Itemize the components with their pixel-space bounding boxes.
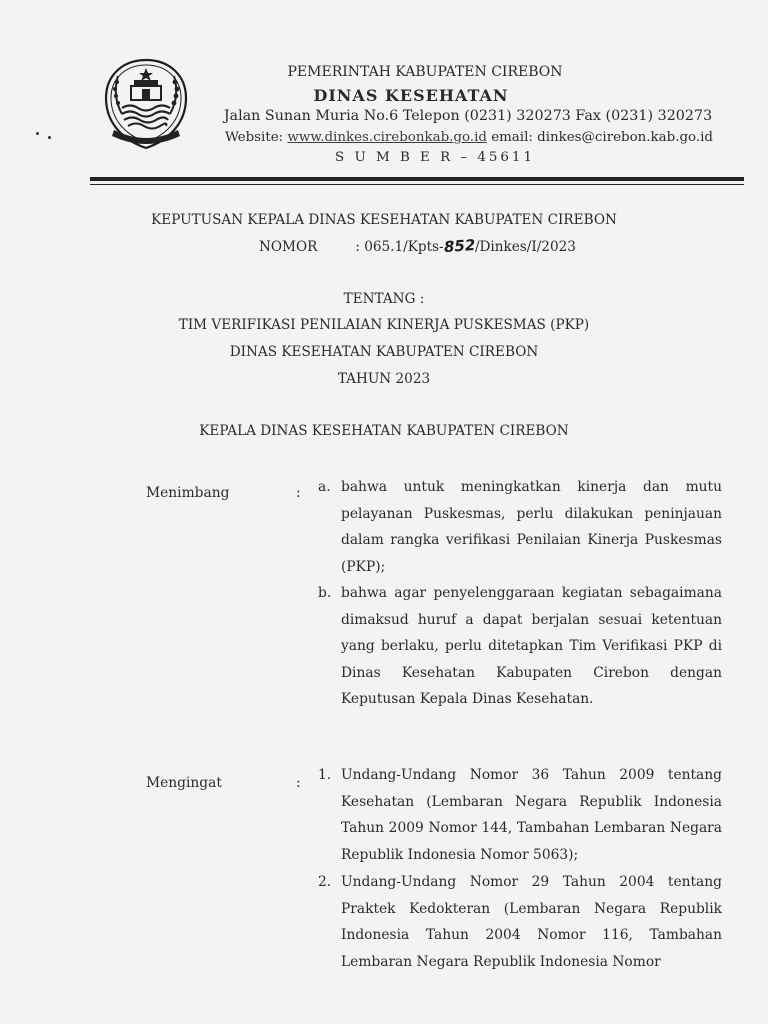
email-label: email: [491, 130, 533, 145]
menimbang-label: Menimbang [146, 485, 230, 501]
item-text: Undang-Undang Nomor 36 Tahun 2009 tentang Kesehatan (Lembaran Negara Republik Indonesia Tahun 2009 Nomor 144, Tambahan Lembaran Negara Republik Indonesia Nomor 5063); [341, 767, 722, 863]
email-address: dinkes@cirebon.kab.go.id [537, 130, 713, 145]
mengingat-label: Mengingat [146, 775, 222, 791]
letterhead-divider-thin [90, 184, 744, 185]
subject-line-2: DINAS KESEHATAN KABUPATEN CIREBON [229, 344, 539, 360]
menimbang-item-a [318, 474, 722, 580]
letterhead-address: Jalan Sunan Muria No.6 Telepon (0231) 320273 Fax (0231) 320273 [223, 108, 713, 124]
tentang-heading: TENTANG : [343, 291, 425, 307]
subject-line-1: TIM VERIFIKASI PENILAIAN KINERJA PUSKESMAS (PKP) [178, 317, 590, 333]
item-text: bahwa untuk meningkatkan kinerja dan mutu pelayanan Puskesmas, perlu dilakukan peninjauan dalam rangka verifikasi Penilaian Kinerja Puskesmas (PKP); [341, 479, 722, 575]
issuer-heading: KEPALA DINAS KESEHATAN KABUPATEN CIREBON [199, 423, 569, 439]
mengingat-item-1 [318, 762, 722, 868]
item-marker: 2. [318, 874, 332, 890]
letterhead-agency: DINAS KESEHATAN [313, 86, 509, 105]
subject-line-3: TAHUN 2023 [337, 371, 431, 387]
mengingat-item-2 [318, 869, 722, 975]
item-marker: a. [318, 479, 331, 495]
nomor-suffix: /Dinkes/I/2023 [474, 239, 576, 255]
item-text: bahwa agar penyelenggaraan kegiatan sebagaimana dimaksud huruf a dapat berjalan sesuai ketentuan yang berlaku, perlu ditetapkan Tim Verifikasi PKP di Dinas Kesehatan Kabupaten Cirebon dengan Keputusan Kepala Dinas Kesehatan. [341, 585, 722, 708]
menimbang-item-b [318, 580, 722, 713]
item-text: Undang-Undang Nomor 29 Tahun 2004 tentang Praktek Kedokteran (Lembaran Negara Republik Indonesia Tahun 2004 Nomor 116, Tambahan Lembaran Negara Republik Indonesia Nomor [341, 874, 722, 970]
decree-title: KEPUTUSAN KEPALA DINAS KESEHATAN KABUPATEN CIREBON [151, 212, 617, 228]
nomor-handwritten: 852 [443, 235, 476, 257]
letterhead-divider-thick [90, 177, 744, 181]
nomor-prefix: : 065.1/Kpts- [355, 239, 444, 255]
mengingat-colon: : [296, 775, 301, 791]
item-marker: 1. [318, 767, 332, 783]
letterhead-postal: S U M B E R – 45611 [335, 150, 535, 165]
letterhead-contact [0, 130, 768, 145]
website-link[interactable]: www.dinkes.cirebonkab.go.id [287, 130, 487, 145]
nomor-label: NOMOR [259, 239, 318, 255]
website-label: Website: [225, 130, 284, 145]
decree-number [259, 237, 576, 255]
menimbang-colon: : [296, 485, 301, 501]
item-marker: b. [318, 585, 332, 601]
letterhead-government: PEMERINTAH KABUPATEN CIREBON [287, 64, 563, 80]
